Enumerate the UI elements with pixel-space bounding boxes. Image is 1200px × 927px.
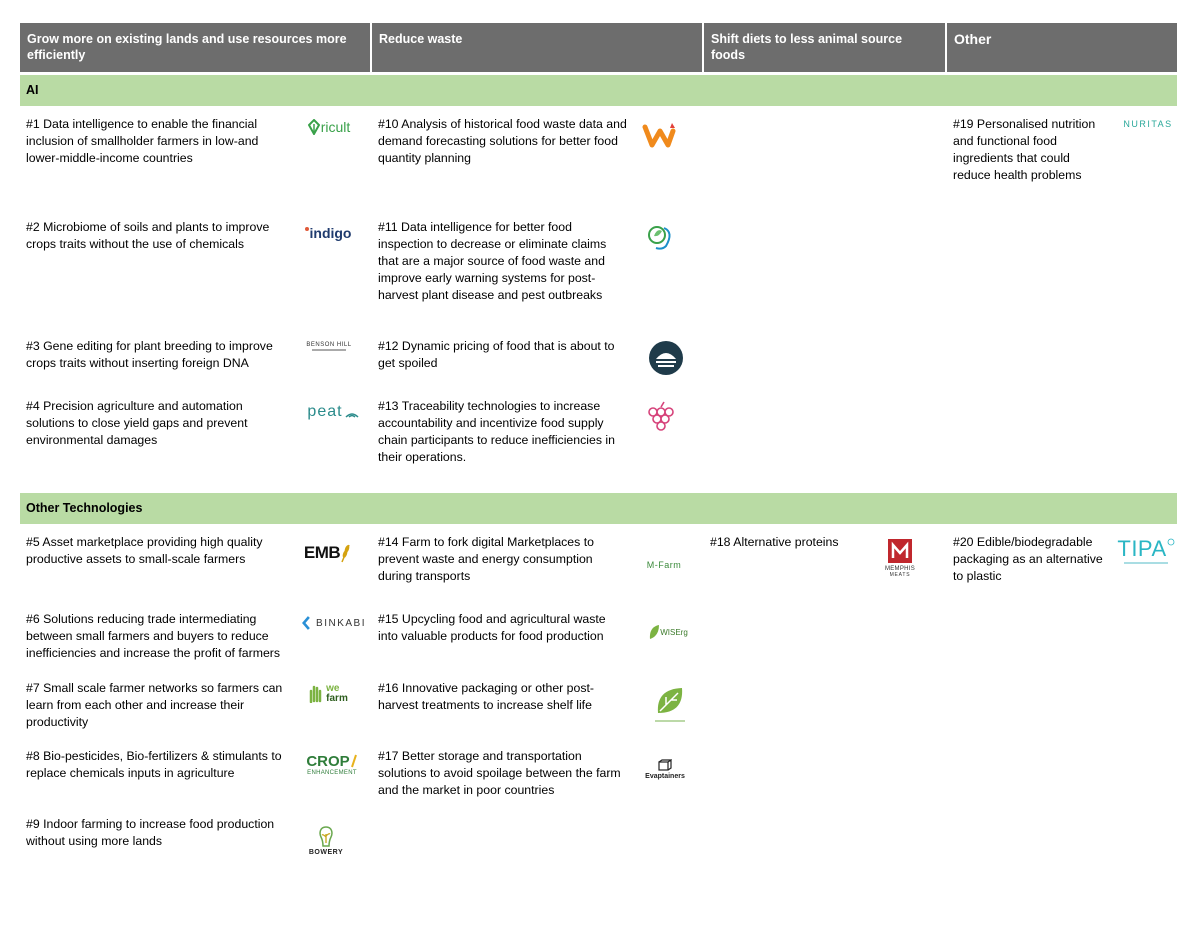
winnow-w-icon [642, 121, 678, 149]
item-20: #20 Edible/biodegradable packaging as an alternative to plastic [953, 535, 1103, 583]
header-other: Other [947, 23, 1177, 72]
item-13: #13 Traceability technologies to increase accountability and incentivize food supply chain participants to reduce inefficiencies in their operations. [378, 399, 615, 464]
item-3: #3 Gene editing for plant breeding to improve crops traits without inserting foreign DNA [26, 339, 273, 370]
item-14: #14 Farm to fork digital Marketplaces to prevent waste and energy consumption during transports [378, 535, 594, 583]
grape-icon [644, 401, 676, 435]
header-shift-diets: Shift diets to less animal source foods [704, 23, 945, 72]
wefarm-logo: we farm [305, 682, 351, 706]
registered-icon [1167, 538, 1175, 546]
wiserg-logo: WISErg [648, 620, 688, 644]
sprout-icon [350, 754, 358, 768]
item-6: #6 Solutions reducing trade intermediating between small farmers and buyers to reduce inefficiencies and increase the profit of farmers [26, 612, 281, 660]
item-17: #17 Better storage and transportation solutions to avoid spoilage between the farm and the market in poor countries [378, 749, 621, 797]
leaf-swirl-icon [644, 222, 678, 252]
food-inspection-logo [642, 222, 680, 252]
item-18: #18 Alternative proteins [710, 535, 839, 549]
packaging-leaf-logo [650, 682, 690, 724]
signal-icon [345, 406, 359, 418]
header-grow-more: Grow more on existing lands and use resources more efficiently [20, 23, 370, 72]
leaf-icon [654, 685, 686, 717]
indigo-logo: indigo [303, 222, 353, 244]
container-icon [658, 759, 672, 771]
hand-icon [308, 685, 324, 703]
wheat-icon [340, 543, 352, 563]
badge-icon [647, 339, 685, 377]
item-2: #2 Microbiome of soils and plants to improve crops traits without the use of chemicals [26, 220, 270, 251]
item-15: #15 Upcycling food and agricultural waste into valuable products for food production [378, 612, 606, 643]
bowery-logo: BOWERY [306, 820, 346, 860]
item-7: #7 Small scale farmer networks so farmers can learn from each other and increase their productivity [26, 681, 283, 729]
binkabi-mark-icon [302, 615, 314, 631]
item-10: #10 Analysis of historical food waste data and demand forecasting solutions for better food quantity planning [378, 117, 627, 165]
item-5: #5 Asset marketplace providing high quality productive assets to small-scale farmers [26, 535, 263, 566]
bulb-sprout-icon [317, 825, 335, 849]
winnow-logo [640, 120, 680, 150]
m-farm-logo: M-Farm [646, 560, 682, 570]
memphis-meats-logo: MEMPHIS MEATS [880, 537, 920, 579]
ricult-logo: ricult [303, 116, 355, 138]
tipa-logo: TIPA [1118, 534, 1174, 568]
m-badge-icon [888, 539, 912, 563]
evaptainers-logo: Evaptainers [640, 756, 690, 782]
item-11: #11 Data intelligence for better food inspection to decrease or eliminate claims that are a major source of food waste and improve early warning systems for post-harvest plant disease and pest outbreaks [378, 220, 607, 302]
item-12: #12 Dynamic pricing of food that is about to get spoiled [378, 339, 615, 370]
item-9: #9 Indoor farming to increase food production without using more lands [26, 817, 275, 848]
item-4: #4 Precision agriculture and automation solutions to close yield gaps and prevent environmental damages [26, 399, 248, 447]
traceability-logo [642, 400, 678, 436]
item-8: #8 Bio-pesticides, Bio-fertilizers & stimulants to replace chemicals inputs in agriculture [26, 749, 282, 780]
dot-icon [305, 227, 309, 231]
benson-hill-logo: BENSON HILL [302, 338, 356, 354]
crop-enhancement-logo: CROP ENHANCEMENT [306, 752, 357, 776]
section-ai: AI [20, 75, 1177, 106]
peat-logo: peat [303, 401, 363, 423]
dynamic-pricing-logo [646, 338, 686, 378]
item-1: #1 Data intelligence to enable the financial inclusion of smallholder farmers in low-and lower-middle-income countries [26, 117, 259, 165]
binkabi-logo: BINKABI [302, 612, 366, 634]
emb-logo: EMB [303, 538, 353, 568]
section-other-technologies: Other Technologies [20, 493, 1177, 524]
item-16: #16 Innovative packaging or other post-harvest treatments to increase shelf life [378, 681, 595, 712]
item-19: #19 Personalised nutrition and functional food ingredients that could reduce health problems [953, 117, 1096, 182]
header-reduce-waste: Reduce waste [372, 23, 702, 72]
nuritas-logo: NURITAS [1123, 119, 1173, 129]
leaf-icon [648, 624, 660, 640]
leaf-icon [308, 119, 320, 135]
